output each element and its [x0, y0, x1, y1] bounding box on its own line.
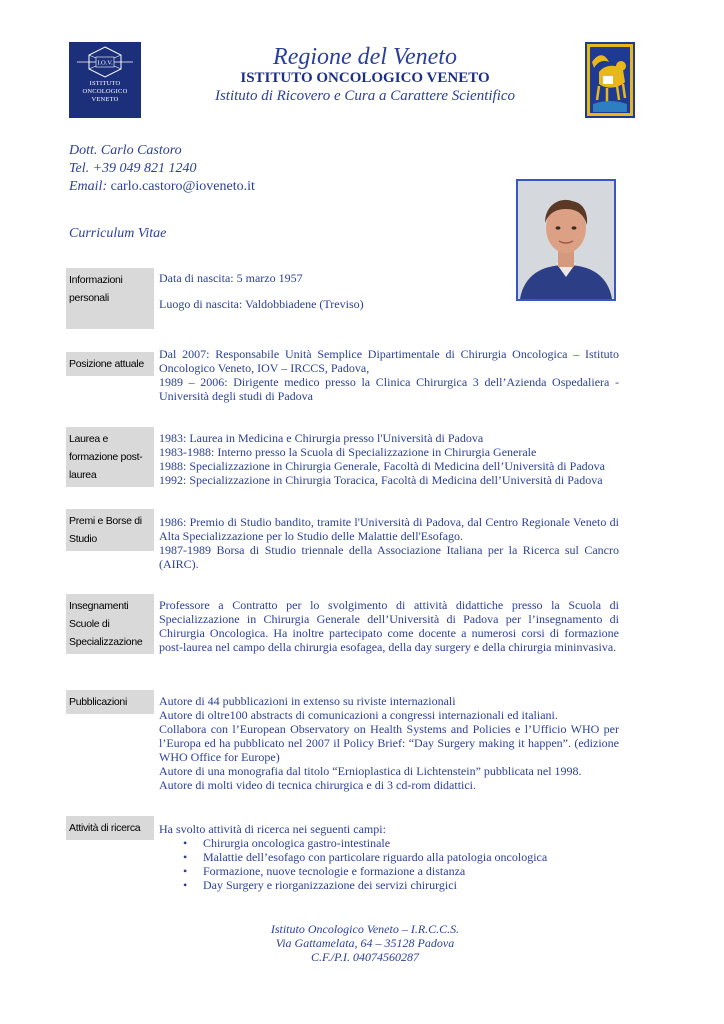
- award-line: 1987-1989 Borsa di Studio triennale della Associazione Italiana per la Ricerca sul Cancro (AIRC).: [159, 543, 619, 571]
- label-current-position: Posizione attuale: [66, 352, 154, 376]
- publication-line: Autore di molti video di tecnica chirurgica e di 3 cd-rom didattici.: [159, 778, 477, 792]
- winged-lion-icon: [585, 42, 635, 118]
- iov-logo: [69, 42, 141, 118]
- logo-line-2: ONCOLOGICO: [82, 88, 128, 95]
- email-link[interactable]: carlo.castoro@ioveneto.it: [110, 179, 255, 194]
- publication-line: Autore di 44 pubblicazioni in extenso su riviste internazionali: [159, 694, 456, 708]
- content-teaching: [159, 598, 619, 654]
- content-publications: [159, 694, 619, 792]
- education-line: 1983: Laurea in Medicina e Chirurgia presso l'Università di Padova: [159, 431, 484, 445]
- region-title: Regione del Veneto: [273, 44, 457, 70]
- content-education: [159, 431, 619, 487]
- svg-text:I.O.V.: I.O.V.: [97, 59, 113, 67]
- position-line: 1989 – 2006: Dirigente medico presso la Clinica Chirurgica 3 dell’Azienda Ospedaliera - Università degli studi di Padova: [159, 375, 619, 403]
- list-item: • Malattie dell’esofago con particolare riguardo alla patologia oncologica: [159, 850, 619, 864]
- award-line: 1986: Premio di Studio bandito, tramite l'Università di Padova, dal Centro Regionale Veneto di Alta Specializzazione per lo Studio delle Malattie dell'Esofago.: [159, 515, 619, 543]
- contact-block: [69, 142, 255, 196]
- publication-line: Autore di oltre100 abstracts di comunicazioni a congressi internazionali ed italiani.: [159, 708, 558, 722]
- birth-date: Data di nascita: 5 marzo 1957: [159, 271, 303, 285]
- label-personal-info: Informazioni personali: [66, 268, 154, 329]
- email-line: [69, 178, 255, 196]
- veneto-coat-of-arms: [585, 42, 635, 118]
- logo-line-3: VENETO: [91, 96, 119, 103]
- label-awards: Premi e Borse di Studio: [66, 509, 154, 551]
- research-list: [159, 836, 619, 892]
- teaching-text: Professore a Contratto per lo svolgimento di attività didattiche presso la Scuola di Specializzazione in Chirurgia Generale dell’Università di Padova per l’insegnamento di Chirurgia Oncologica. Ha inoltre partecipato come docente a numerosi corsi di formazione post-laurea nel campo della chirurgia esofagea, della day surgery e della chirurgia mininvasiva.: [159, 598, 619, 654]
- footer-institute: Istituto Oncologico Veneto – I.R.C.C.S.: [270, 922, 460, 936]
- label-research: Attività di ricerca: [66, 816, 154, 840]
- footer: [150, 922, 580, 964]
- iov-emblem-icon: [75, 45, 135, 79]
- research-intro: Ha svolto attività di ricerca nei seguenti campi:: [159, 822, 386, 836]
- list-item: • Chirurgia oncologica gastro-intestinale: [159, 836, 619, 850]
- list-item: • Formazione, nuove tecnologie e formazione a distanza: [159, 864, 619, 878]
- birth-place: Luogo di nascita: Valdobbiadene (Treviso): [159, 297, 364, 311]
- content-awards: [159, 515, 619, 571]
- position-line: Dal 2007: Responsabile Unità Semplice Dipartimentale di Chirurgia Oncologica – Istituto Oncologico Veneto, IOV – IRCCS, Padova,: [159, 347, 619, 375]
- email-label: Email:: [69, 179, 108, 194]
- institute-subtitle: Istituto di Ricovero e Cura a Carattere Scientifico: [214, 88, 516, 104]
- label-education: Laurea e formazione post-laurea: [66, 427, 154, 487]
- education-line: 1988: Specializzazione in Chirurgia Generale, Facoltà di Medicina dell’Università di Padova: [159, 459, 605, 473]
- label-publications: Pubblicazioni: [66, 690, 154, 714]
- list-item: • Day Surgery e riorganizzazione dei servizi chirurgici: [159, 878, 619, 892]
- footer-tax-id: C.F./P.I. 04074560287: [311, 950, 419, 964]
- content-personal-info: [159, 271, 619, 311]
- education-line: 1992: Specializzazione in Chirurgia Toracica, Facoltà di Medicina dell’Università di Padova: [159, 473, 603, 487]
- phone-number: Tel. +39 049 821 1240: [69, 161, 197, 176]
- content-research: [159, 822, 619, 892]
- cv-title: Curriculum Vitae: [69, 226, 167, 241]
- publication-line: Collabora con l’European Observatory on Health Systems and Policies e l’Ufficio WHO per l’Europa ed ha pubblicato nel 2007 il Policy Brief: “Day Surgery making it happen”. (edizione WHO Office for Europe): [159, 722, 619, 764]
- logo-line-1: ISTITUTO: [89, 80, 121, 87]
- publication-line: Autore di una monografia dal titolo “Ernioplastica di Lichtenstein” pubblicata nel 1998.: [159, 764, 582, 778]
- content-current-position: [159, 347, 619, 403]
- institute-title: ISTITUTO ONCOLOGICO VENETO: [240, 70, 490, 86]
- footer-address: Via Gattamelata, 64 – 35128 Padova: [275, 936, 455, 950]
- label-teaching: Insegnamenti Scuole di Specializzazione: [66, 594, 154, 654]
- doctor-name: Dott. Carlo Castoro: [69, 143, 182, 158]
- education-line: 1983-1988: Interno presso la Scuola di Specializzazione in Chirurgia Generale: [159, 445, 537, 459]
